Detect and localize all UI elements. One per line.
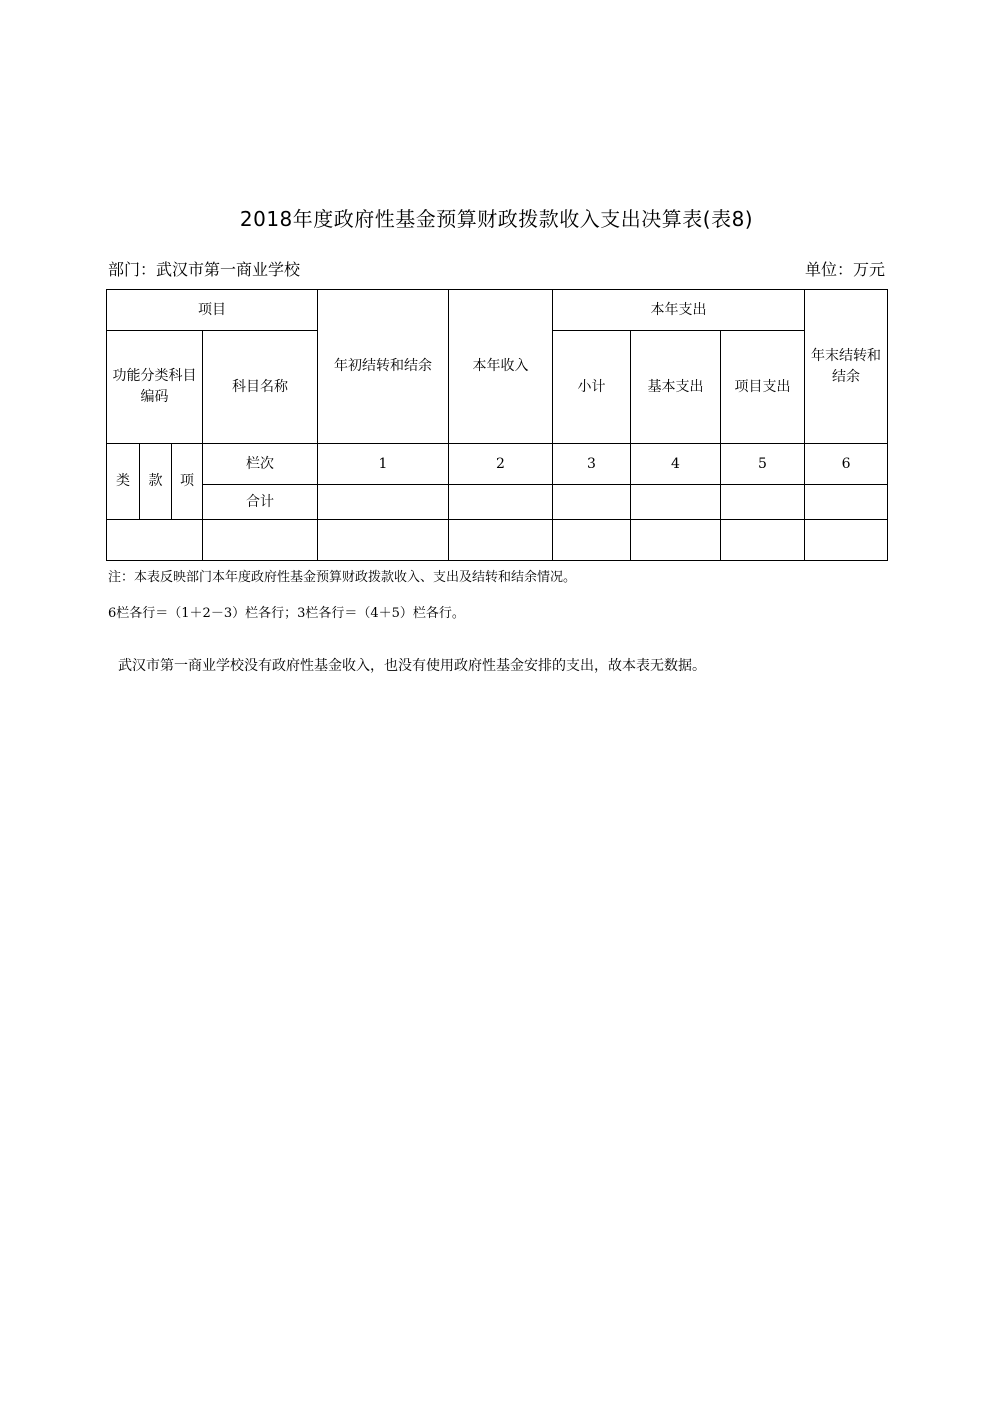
header-subtotal: 小计	[553, 331, 631, 444]
header-basic: 基本支出	[631, 331, 721, 444]
col-num-3: 3	[553, 444, 631, 485]
note-line-2: 6栏各行＝（1＋2－3）栏各行；3栏各行＝（4＋5）栏各行。	[108, 606, 465, 621]
table-cell	[449, 485, 553, 520]
header-item: 项目	[107, 290, 318, 331]
col-xiang: 项	[172, 444, 203, 520]
header-func-code: 功能分类科目编码	[107, 331, 203, 444]
col-kuan: 款	[140, 444, 172, 520]
header-begin-balance: 年初结转和结余	[318, 290, 449, 444]
table-cell	[107, 520, 203, 561]
table-cell	[318, 485, 449, 520]
table-cell	[805, 485, 888, 520]
department-label: 部门：武汉市第一商业学校	[108, 260, 301, 279]
col-num-6: 6	[805, 444, 888, 485]
header-subject-name: 科目名称	[203, 331, 318, 444]
table-cell	[721, 485, 805, 520]
col-num-2: 2	[449, 444, 553, 485]
page-title: 2018年度政府性基金预算财政拨款收入支出决算表(表8)	[239, 207, 754, 231]
unit-label: 单位：万元	[804, 260, 885, 279]
header-income: 本年收入	[449, 290, 553, 444]
col-num-5: 5	[721, 444, 805, 485]
header-expenditure: 本年支出	[553, 290, 805, 331]
no-data-statement: 武汉市第一商业学校没有政府性基金收入，也没有使用政府性基金安排的支出，故本表无数据。	[118, 658, 706, 674]
table-cell	[553, 485, 631, 520]
row-column-no: 栏次	[203, 444, 318, 485]
note-line-1: 注：本表反映部门本年度政府性基金预算财政拨款收入、支出及结转和结余情况。	[108, 570, 577, 585]
budget-table	[106, 289, 888, 561]
table-cell	[449, 520, 553, 561]
table-cell	[553, 520, 631, 561]
header-project: 项目支出	[721, 331, 805, 444]
table-cell	[631, 485, 721, 520]
table-cell	[318, 520, 449, 561]
col-num-1: 1	[318, 444, 449, 485]
table-cell	[721, 520, 805, 561]
row-total-label: 合计	[203, 485, 318, 520]
col-lei: 类	[107, 444, 140, 520]
col-num-4: 4	[631, 444, 721, 485]
table-cell	[805, 520, 888, 561]
table-cell	[203, 520, 318, 561]
table-cell	[631, 520, 721, 561]
header-end-balance: 年末结转和结余	[805, 290, 888, 444]
